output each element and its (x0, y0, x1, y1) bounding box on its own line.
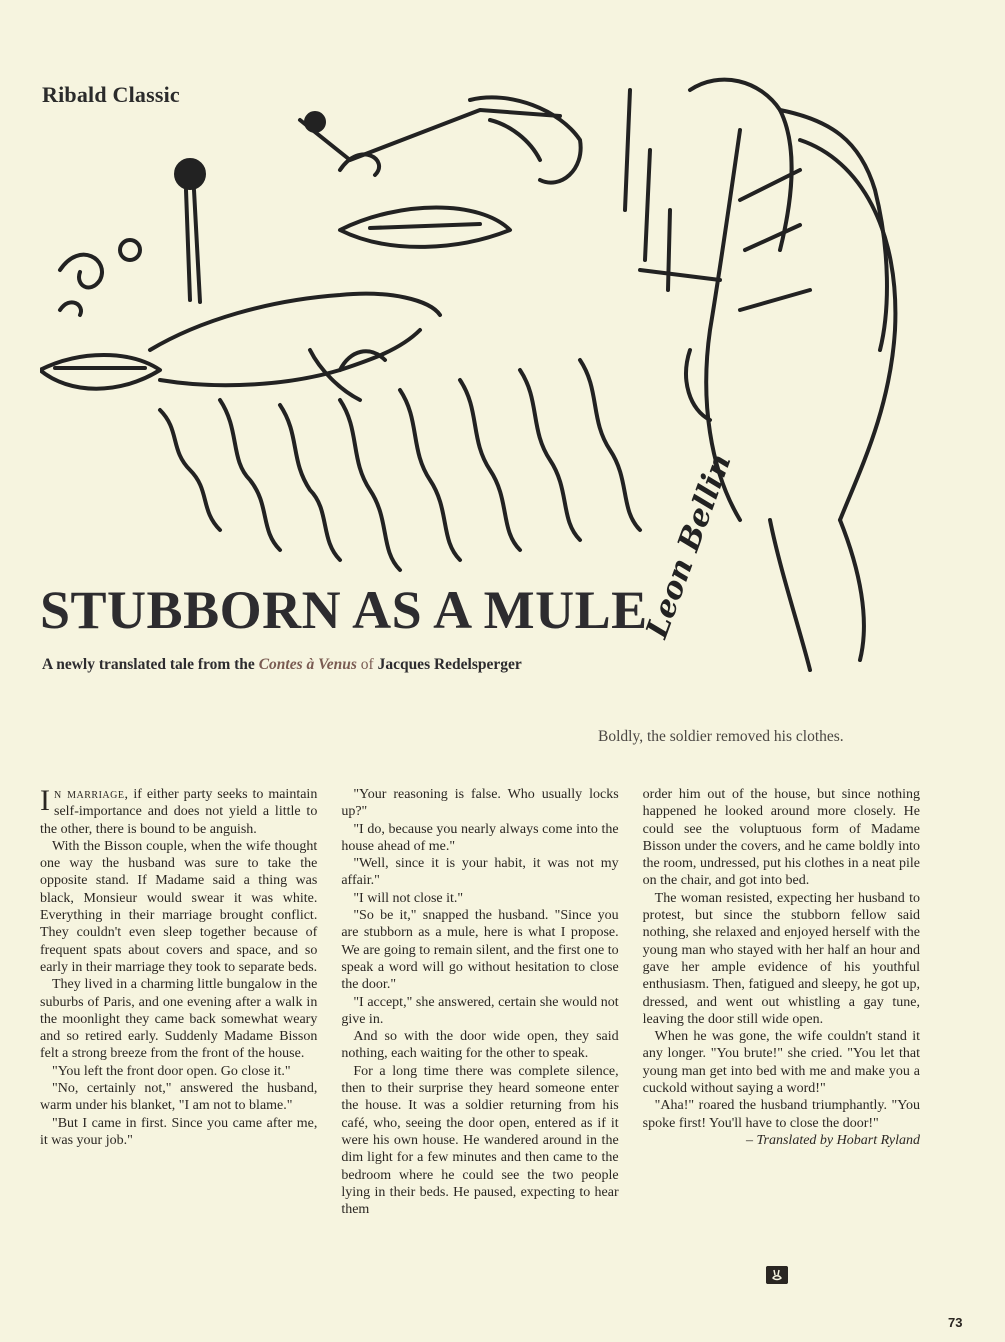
paragraph: With the Bisson couple, when the wife thought one way the husband was sure to take the opposite stand. If Madame said a thing was black, Monsieur would swear it was white. Everything in their marriage brought conflict. They couldn't even sleep together because of frequent spats about covers and space, and so early in their marriage they took to separate beds. (40, 838, 318, 975)
paragraph: "But I came in first. Since you came after me, it was your job." (40, 1115, 318, 1148)
paragraph: "I do, because you nearly always come into the house ahead of me." (341, 821, 619, 854)
paragraph: For a long time there was complete silence, then to their surprise they heard someone enter the house. It was a soldier returning from his café, who, seeing the door open, entered as if it were his own house. He wandered around in the dim light for a few minutes and then came to the bedroom where he could see the two people lying in their beds. He paused, expecting to hear them (341, 1063, 619, 1218)
paragraph: In marriage, if either party seeks to maintain self-importance and does not yield a little to the other, there is bound to be anguish. (40, 784, 318, 837)
paragraph: "I will not close it." (353, 890, 464, 906)
artist-signature: Leon Bellin (639, 449, 739, 643)
subtitle-author: Jacques Redelsperger (377, 656, 522, 673)
bunny-logo-icon (766, 1266, 788, 1284)
article-column-2 (341, 786, 618, 1286)
article-column-1 (40, 786, 317, 1286)
paragraph: "No, certainly not," answered the husband, warm under his blanket, "I am not to blame." (40, 1081, 318, 1114)
paragraph: "I accept," she answered, certain she would not give in. (341, 994, 619, 1027)
headline: STUBBORN AS A MULE (40, 580, 648, 640)
dropcap: I (40, 784, 50, 817)
paragraph: order him out of the house, but since nothing happened he looked around more closely. He could see the voluptuous form of Madame Bisson under the covers, and he came boldly into the room, undressed, put his clothes in a neat pile on the chair, and got into bed. (642, 787, 920, 889)
page-number: 73 (948, 1315, 963, 1330)
paragraph: "Well, since it is your habit, it was not my affair." (341, 856, 619, 889)
translator-credit: – Translated by Hobart Ryland (746, 1132, 920, 1148)
paragraph: And so with the door wide open, they said nothing, each waiting for the other to speak. (341, 1029, 619, 1062)
subtitle-work-title: Contes à Venus (258, 656, 357, 673)
paragraph: "You left the front door open. Go close it." (52, 1063, 291, 1079)
paragraph: The woman resisted, expecting her husband to protest, but since the stubborn fellow said nothing, she relaxed and enjoyed herself with the young man who stayed with her half an hour and gave her ample evidence of his youthful enthusiasm. Then, fatigued and sleepy, he got up, dressed, and went out whistling a gay tune, leaving the door still wide open. (642, 890, 920, 1027)
subtitle (42, 656, 522, 674)
paragraph: "Your reasoning is false. Who usually locks up?" (341, 787, 619, 820)
article-body (40, 786, 920, 1286)
subtitle-lead: A newly translated tale from the (42, 656, 259, 673)
paragraph: "Aha!" roared the husband triumphantly. "You spoke first! You'll have to close the door!" (642, 1098, 920, 1131)
lead-in: n marriage, (54, 787, 129, 802)
paragraph: When he was gone, the wife couldn't stand it any longer. "You brute!" she cried. "You let that young man get into bed with me and make you a cuckold without saying a word!" (642, 1029, 920, 1097)
paragraph: They lived in a charming little bungalow in the suburbs of Paris, and one evening after a walk in the moonlight they came back somewhat weary and so retired early. Suddenly Madame Bisson felt a strong breeze from the front of the house. (40, 977, 318, 1062)
subtitle-of: of (356, 656, 378, 673)
article-column-3 (643, 786, 920, 1286)
section-label: Ribald Classic (42, 82, 180, 107)
paragraph: "So be it," snapped the husband. "Since you are stubborn as a mule, here is what I propose. We are going to remain silent, and the first one to speak a word will go without hesitation to close the door." (341, 908, 619, 993)
illustration-caption: Boldly, the soldier removed his clothes. (598, 728, 844, 745)
